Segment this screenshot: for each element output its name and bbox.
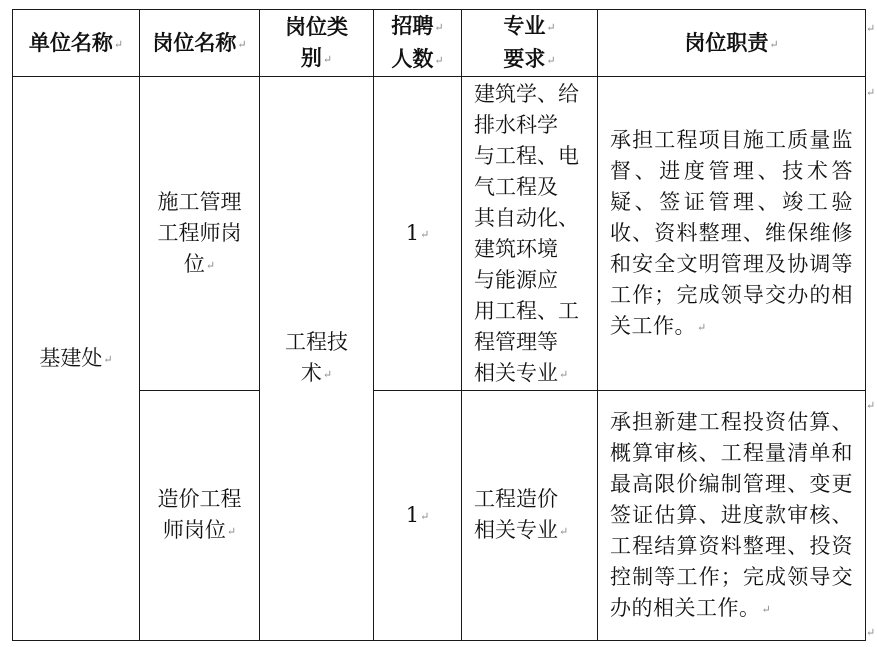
category-cell: 工程技 术↵ <box>260 77 374 641</box>
paragraph-mark: ↵ <box>103 352 113 366</box>
header-position: 岗位名称↵ <box>140 10 260 77</box>
position-cell: 造价工程 师岗位↵ <box>140 391 260 641</box>
paragraph-mark: ↵ <box>322 53 333 66</box>
count-cell: 1↵ <box>374 77 462 391</box>
header-major: 专业↵ 要求↵ <box>462 10 598 77</box>
paragraph-mark: ↵ <box>237 37 247 51</box>
row-end-mark: ↵ <box>866 399 876 412</box>
unit-cell: 基建处↵ <box>13 77 140 641</box>
header-category: 岗位类 别↵ <box>260 10 374 77</box>
recruitment-table <box>12 9 866 641</box>
paragraph-mark: ↵ <box>113 37 124 51</box>
position-cell: 施工管理 工程师岗 位↵ <box>140 77 260 391</box>
header-row <box>13 10 866 77</box>
header-unit: 单位名称↵ <box>13 10 140 77</box>
row-end-mark: ↵ <box>866 626 876 639</box>
paragraph-mark: ↵ <box>226 525 237 538</box>
table-row <box>13 391 866 641</box>
paragraph-mark: ↵ <box>420 509 430 523</box>
major-cell: 工程造价 相关专业↵ <box>462 391 598 641</box>
row-end-mark: ↵ <box>866 86 876 99</box>
paragraph-mark: ↵ <box>761 602 772 616</box>
major-cell: 建筑学、给 排水科学 与工程、电 气工程及 其自动化、 建筑环境 与能源应 用工程、工 程管理等 相关专业↵ <box>462 77 598 391</box>
table-row <box>13 77 866 391</box>
count-cell: 1↵ <box>374 391 462 641</box>
paragraph-mark: ↵ <box>697 320 707 334</box>
paragraph-mark: ↵ <box>559 525 569 538</box>
header-count: 招聘↵ 人数↵ <box>374 10 462 77</box>
header-duties: 岗位职责↵ <box>598 10 866 77</box>
paragraph-mark: ↵ <box>420 227 430 241</box>
paragraph-mark: ↵ <box>434 21 444 34</box>
duties-cell: 承担工程项目施工质量监督、进度管理、技术答疑、签证管理、竣工验收、资料整理、维保维修和安全文明管理及协调等工作；完成领导交办的相关工作。↵ <box>598 77 866 391</box>
row-end-mark: ↵ <box>866 22 876 35</box>
duties-cell: 承担新建工程投资估算、概算审核、工程量清单和最高限价编制管理、变更签证估算、进度款审核、工程结算资料整理、投资控制等工作；完成领导交办的相关工作。↵ <box>598 391 866 641</box>
paragraph-mark: ↵ <box>546 21 556 34</box>
paragraph-mark: ↵ <box>322 368 333 381</box>
paragraph-mark: ↵ <box>434 54 444 67</box>
paragraph-mark: ↵ <box>559 368 569 381</box>
paragraph-mark: ↵ <box>769 37 779 51</box>
paragraph-mark: ↵ <box>205 258 216 272</box>
paragraph-mark: ↵ <box>546 54 556 67</box>
